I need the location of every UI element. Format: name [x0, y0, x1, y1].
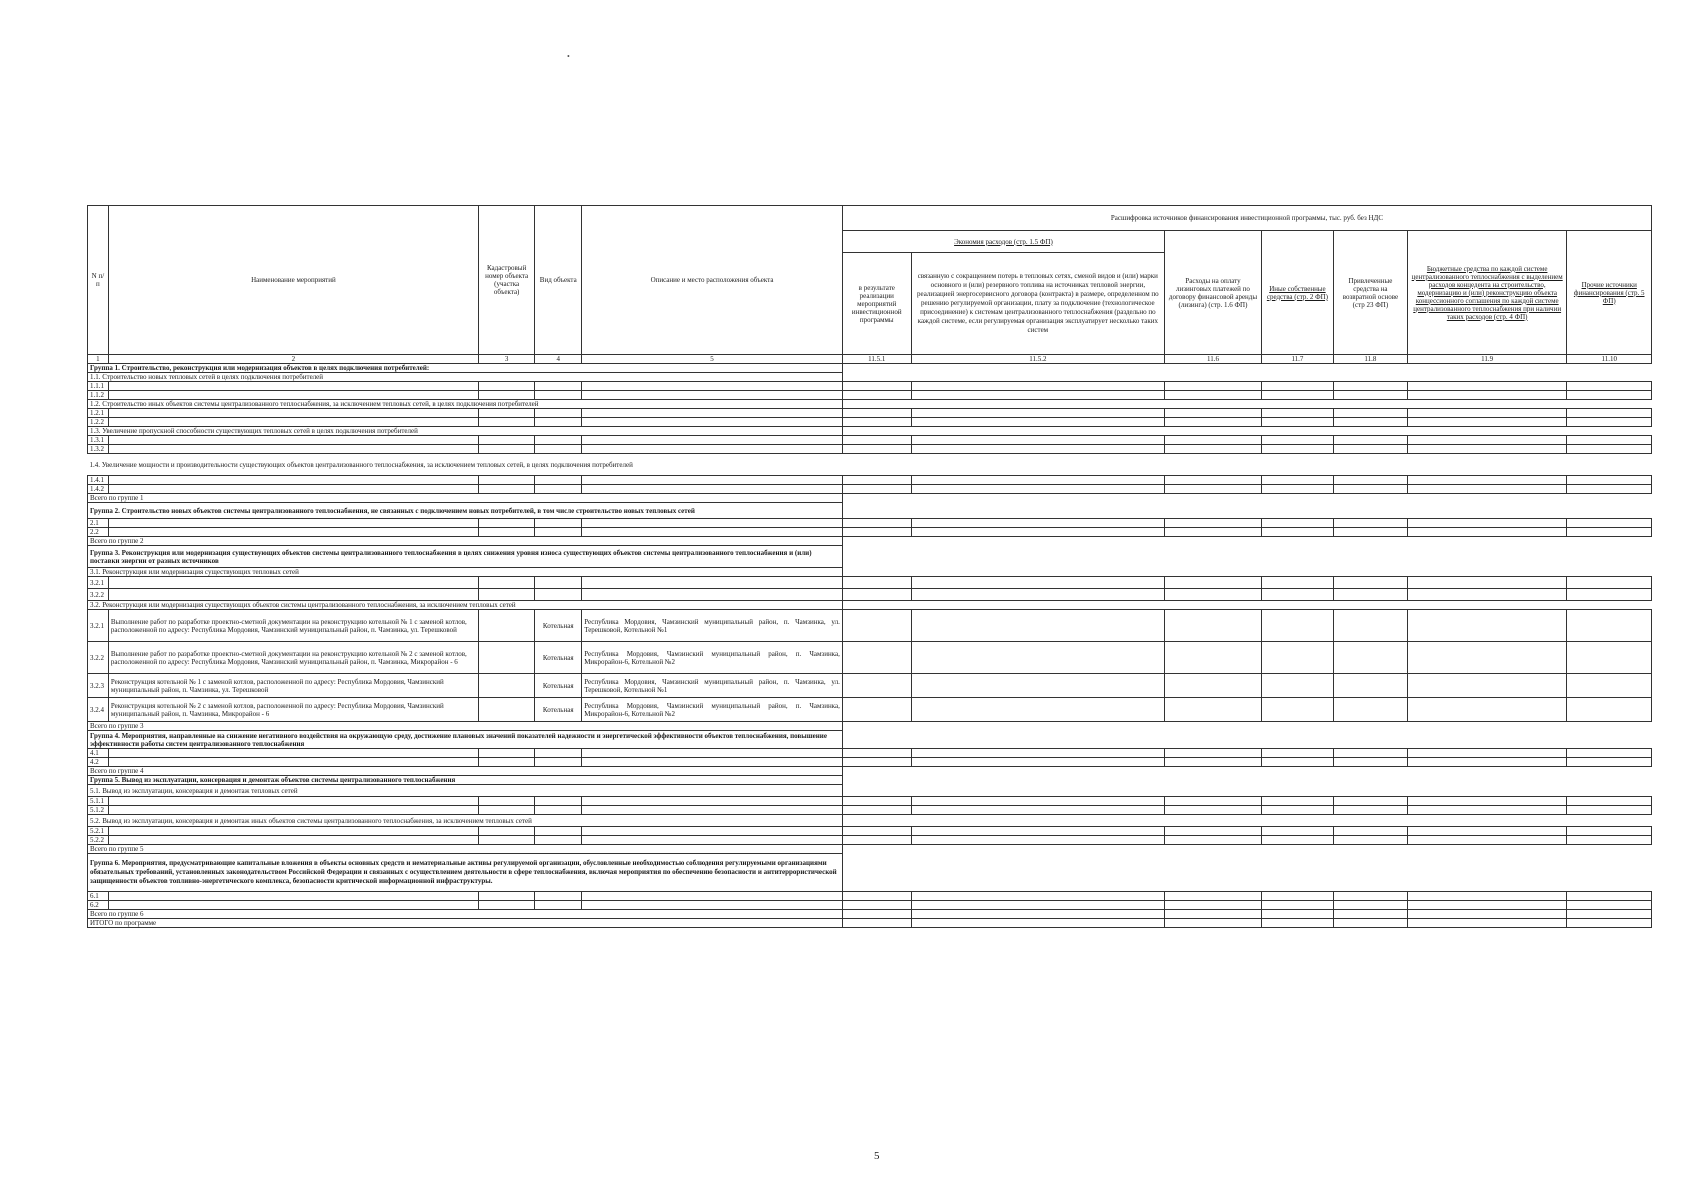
investment-program-table [87, 205, 1652, 928]
group-title: Группа 6. Мероприятия, предусматривающие капитальные вложения в объекты основных средств и нематериальные активы регулируемой организации, обусловленные необходимостью соблюдения регулируемыми организациями обязательных требований, установленных законодательством Российской Федерации и связанных с осуществлением деятельности в сфере теплоснабжения, включая мероприятия по обеспечению безопасности и антитеррористической защищенности объектов топливно-энергетического комплекса, безопасности критической информационной инфраструктуры. [88, 854, 843, 892]
row-number: 3.2.2 [88, 589, 109, 601]
page-number: 5 [874, 1150, 880, 1162]
subgroup-title: 1.4. Увеличение мощности и производительности существующих объектов централизованного теплоснабжения, за исключением тепловых сетей, в целях подключения потребителей [89, 460, 633, 469]
header-leasing: Расходы на оплату лизинговых платежей по договору финансовой аренды (лизинга) (стр. 1.6 ФП) [1165, 231, 1262, 355]
program-total-row [88, 919, 1652, 928]
group-row [88, 776, 1652, 785]
header-other: Прочие источники финансирования (стр. 5 ФП) [1567, 231, 1652, 355]
subgroup-row [88, 568, 1652, 577]
group-total-row [88, 767, 1652, 776]
table-row [88, 436, 1652, 445]
row-number: 3.2.1 [88, 577, 109, 589]
col-number: 11.5.2 [911, 355, 1164, 364]
group-title: Группа 4. Мероприятия, направленные на снижение негативного воздействия на окружающую среду, достижение плановых значений показателей надежности и энергетической эффективности объектов теплоснабжения, повышение эффективности работы систем централизованного теплоснабжения [88, 731, 843, 749]
col-number: 4 [535, 355, 582, 364]
col-number: 11.7 [1261, 355, 1333, 364]
row-number: 2.2 [88, 528, 109, 537]
row-number: 1.4.2 [88, 485, 109, 494]
table-row [88, 391, 1652, 400]
group-total-label: Всего по группе 5 [88, 845, 843, 854]
subgroup-row [88, 601, 1652, 610]
row-number: 3.2.4 [88, 698, 109, 722]
group-row [88, 364, 1652, 373]
group-title: Группа 3. Реконструкция или модернизация существующих объектов системы централизованного теплоснабжения в целях снижения уровня износа существующих объектов системы централизованного теплоснабжения и (или) поставки энергии от разных источников [88, 546, 843, 568]
group-title: Группа 1. Строительство, реконструкция или модернизация объектов в целях подключения потребителей: [88, 364, 843, 373]
column-numbers-row [88, 355, 1652, 364]
header-budget: Бюджетные средства по каждой системе централизованного теплоснабжения с выделением расходов концедента на строительство, модернизацию и (или) реконструкцию объекта концессионного соглашения по каждой системе централизованного теплоснабжения при наличии таких расходов (стр. 4 ФП) [1407, 231, 1567, 355]
header-cadastral: Кадастровый номер объекта (участка объекта) [478, 206, 534, 355]
col-number: 11.8 [1333, 355, 1407, 364]
group-total-row [88, 845, 1652, 854]
header-savings-result: в результате реализации мероприятий инвестиционной программы [842, 253, 911, 355]
object-location: Республика Мордовия, Чамзинский муниципальный район, п. Чамзинка, ул. Терешковой, Котельной №1 [582, 674, 843, 698]
group-total-row [88, 537, 1652, 546]
header-decryption: Расшифровка источников финансирования инвестиционной программы, тыс. руб. без НДС [842, 206, 1651, 231]
row-number: 1.1.2 [88, 391, 109, 400]
measure-row [88, 698, 1652, 722]
header-description: Описание и место расположения объекта [582, 206, 843, 355]
group-total-label: Всего по группе 1 [88, 494, 843, 503]
subgroup-title: 3.1. Реконструкция или модернизация существующих тепловых сетей [88, 568, 843, 577]
group-total-label: Всего по группе 3 [88, 722, 843, 731]
subgroup-title: 1.2. Строительство иных объектов системы централизованного теплоснабжения, за исключением тепловых сетей, в целях подключения потребителей [88, 400, 843, 409]
subgroup-row [88, 400, 1652, 409]
table-row [88, 528, 1652, 537]
object-kind: Котельная [535, 642, 582, 674]
subgroup-title: 1.1. Строительство новых тепловых сетей в целях подключения потребителей [88, 373, 843, 382]
col-number: 1 [88, 355, 109, 364]
table-row [88, 749, 1652, 758]
header-savings-linked: связанную с сокращением потерь в тепловых сетях, сменой видов и (или) марки основного и (или) резервного топлива на источниках тепловой энергии, реализацией энергосервисного договора (контракта) в размере, определенном по решению регулируемой организации, плату за подключение (технологическое присоединение) к системам централизованного теплоснабжения (раздельно по каждой системе, если регулируемая организация эксплуатирует несколько таких систем [911, 253, 1164, 355]
table-row [88, 797, 1652, 806]
header-name: Наименование мероприятий [108, 206, 478, 355]
group-row [88, 503, 1652, 519]
row-number: 5.1.2 [88, 806, 109, 815]
table-row [88, 827, 1652, 836]
table-row [88, 758, 1652, 767]
col-number: 11.5.1 [842, 355, 911, 364]
table-row [88, 485, 1652, 494]
header-kind: Вид объекта [535, 206, 582, 355]
subgroup-row [88, 373, 1652, 382]
table-row [88, 589, 1652, 601]
col-number: 11.10 [1567, 355, 1652, 364]
measure-name: Реконструкция котельной № 2 с заменой котлов, расположенной по адресу: Республика Мордовия, Чамзинский муниципальный район, п. Чамзинка, Микрорайон - 6 [108, 698, 478, 722]
table-row [88, 409, 1652, 418]
row-number: 3.2.3 [88, 674, 109, 698]
group-title: Группа 5. Вывод из эксплуатации, консервация и демонтаж объектов системы централизованного теплоснабжения [88, 776, 843, 785]
group-total-label: Всего по группе 2 [88, 537, 843, 546]
measure-name: Выполнение работ по разработке проектно-сметной документации на реконструкцию котельной № 2 с заменой котлов, расположенной по адресу: Республика Мордовия, Чамзинский муниципальный район, п. Чамзинка, Микрорайон - 6 [108, 642, 478, 674]
group-total-label: Всего по группе 6 [88, 910, 843, 919]
subgroup-title: 1.3. Увеличение пропускной способности существующих тепловых сетей в целях подключения потребителей [88, 427, 843, 436]
program-total-label: ИТОГО по программе [88, 919, 843, 928]
row-number: 3.2.2 [88, 642, 109, 674]
group-total-row [88, 494, 1652, 503]
measure-row [88, 674, 1652, 698]
table-row [88, 836, 1652, 845]
group-total-label: Всего по группе 4 [88, 767, 843, 776]
table-row [88, 577, 1652, 589]
object-kind: Котельная [535, 610, 582, 642]
subgroup-row [88, 785, 1652, 797]
row-number: 2.1 [88, 519, 109, 528]
header-attracted: Привлеченные средства на возвратной основе (стр 23 ФП) [1333, 231, 1407, 355]
measure-name: Реконструкция котельной № 1 с заменой котлов, расположенной по адресу: Республика Мордовия, Чамзинский муниципальный район, п. Чамзинка, ул. Терешковой [108, 674, 478, 698]
subgroup-title: 5.2. Вывод из эксплуатации, консервация и демонтаж иных объектов системы централизованного теплоснабжения, за исключением тепловых сетей [88, 815, 843, 827]
row-number: 1.2.2 [88, 418, 109, 427]
col-number: 2 [108, 355, 478, 364]
table-row [88, 418, 1652, 427]
header-num: N п/п [88, 206, 109, 355]
row-number: 5.2.1 [88, 827, 109, 836]
object-location: Республика Мордовия, Чамзинский муниципальный район, п. Чамзинка, ул. Терешковой, Котельной №1 [582, 610, 843, 642]
group-total-row [88, 722, 1652, 731]
object-kind: Котельная [535, 674, 582, 698]
row-number: 1.4.1 [88, 476, 109, 485]
group-total-row [88, 910, 1652, 919]
measure-row [88, 610, 1652, 642]
table-row [88, 519, 1652, 528]
col-number: 3 [478, 355, 534, 364]
group-row [88, 854, 1652, 892]
row-number: 1.3.1 [88, 436, 109, 445]
header-savings: Экономия расходов (стр. 1.5 ФП) [842, 231, 1164, 253]
row-number: 5.2.2 [88, 836, 109, 845]
header-own-funds: Иные собственные средства (стр. 2 ФП) [1261, 231, 1333, 355]
object-location: Республика Мордовия, Чамзинский муниципальный район, п. Чамзинка, Микрорайон-6, Котельной №2 [582, 698, 843, 722]
table-row [88, 445, 1652, 454]
group-title: Группа 2. Строительство новых объектов системы централизованного теплоснабжения, не связанных с подключением новых потребителей, в том числе строительство новых тепловых сетей [88, 503, 843, 519]
row-number: 6.2 [88, 901, 109, 910]
table-row [88, 892, 1652, 901]
row-number: 1.2.1 [88, 409, 109, 418]
subgroup-row [88, 454, 1652, 476]
group-row [88, 731, 1652, 749]
scan-speck: • [567, 52, 570, 61]
group-row [88, 546, 1652, 568]
subgroup-title: 3.2. Реконструкция или модернизация существующих объектов системы централизованного теплоснабжения, за исключением тепловых сетей [88, 601, 843, 610]
subgroup-title: 5.1. Вывод из эксплуатации, консервация и демонтаж тепловых сетей [88, 785, 843, 797]
measure-name: Выполнение работ по разработке проектно-сметной документации на реконструкцию котельной № 1 с заменой котлов, расположенной по адресу: Республика Мордовия, Чамзинский муниципальный район, п. Чамзинка, ул. Терешковой [108, 610, 478, 642]
object-kind: Котельная [535, 698, 582, 722]
table-row [88, 806, 1652, 815]
subgroup-row [88, 815, 1652, 827]
col-number: 11.9 [1407, 355, 1567, 364]
row-number: 4.1 [88, 749, 109, 758]
subgroup-row [88, 427, 1652, 436]
col-number: 5 [582, 355, 843, 364]
table-row [88, 476, 1652, 485]
row-number: 3.2.1 [88, 610, 109, 642]
row-number: 1.3.2 [88, 445, 109, 454]
table-row [88, 382, 1652, 391]
row-number: 5.1.1 [88, 797, 109, 806]
row-number: 1.1.1 [88, 382, 109, 391]
row-number: 6.1 [88, 892, 109, 901]
object-location: Республика Мордовия, Чамзинский муниципальный район, п. Чамзинка, Микрорайон-6, Котельной №2 [582, 642, 843, 674]
measure-row [88, 642, 1652, 674]
table-row [88, 901, 1652, 910]
col-number: 11.6 [1165, 355, 1262, 364]
row-number: 4.2 [88, 758, 109, 767]
